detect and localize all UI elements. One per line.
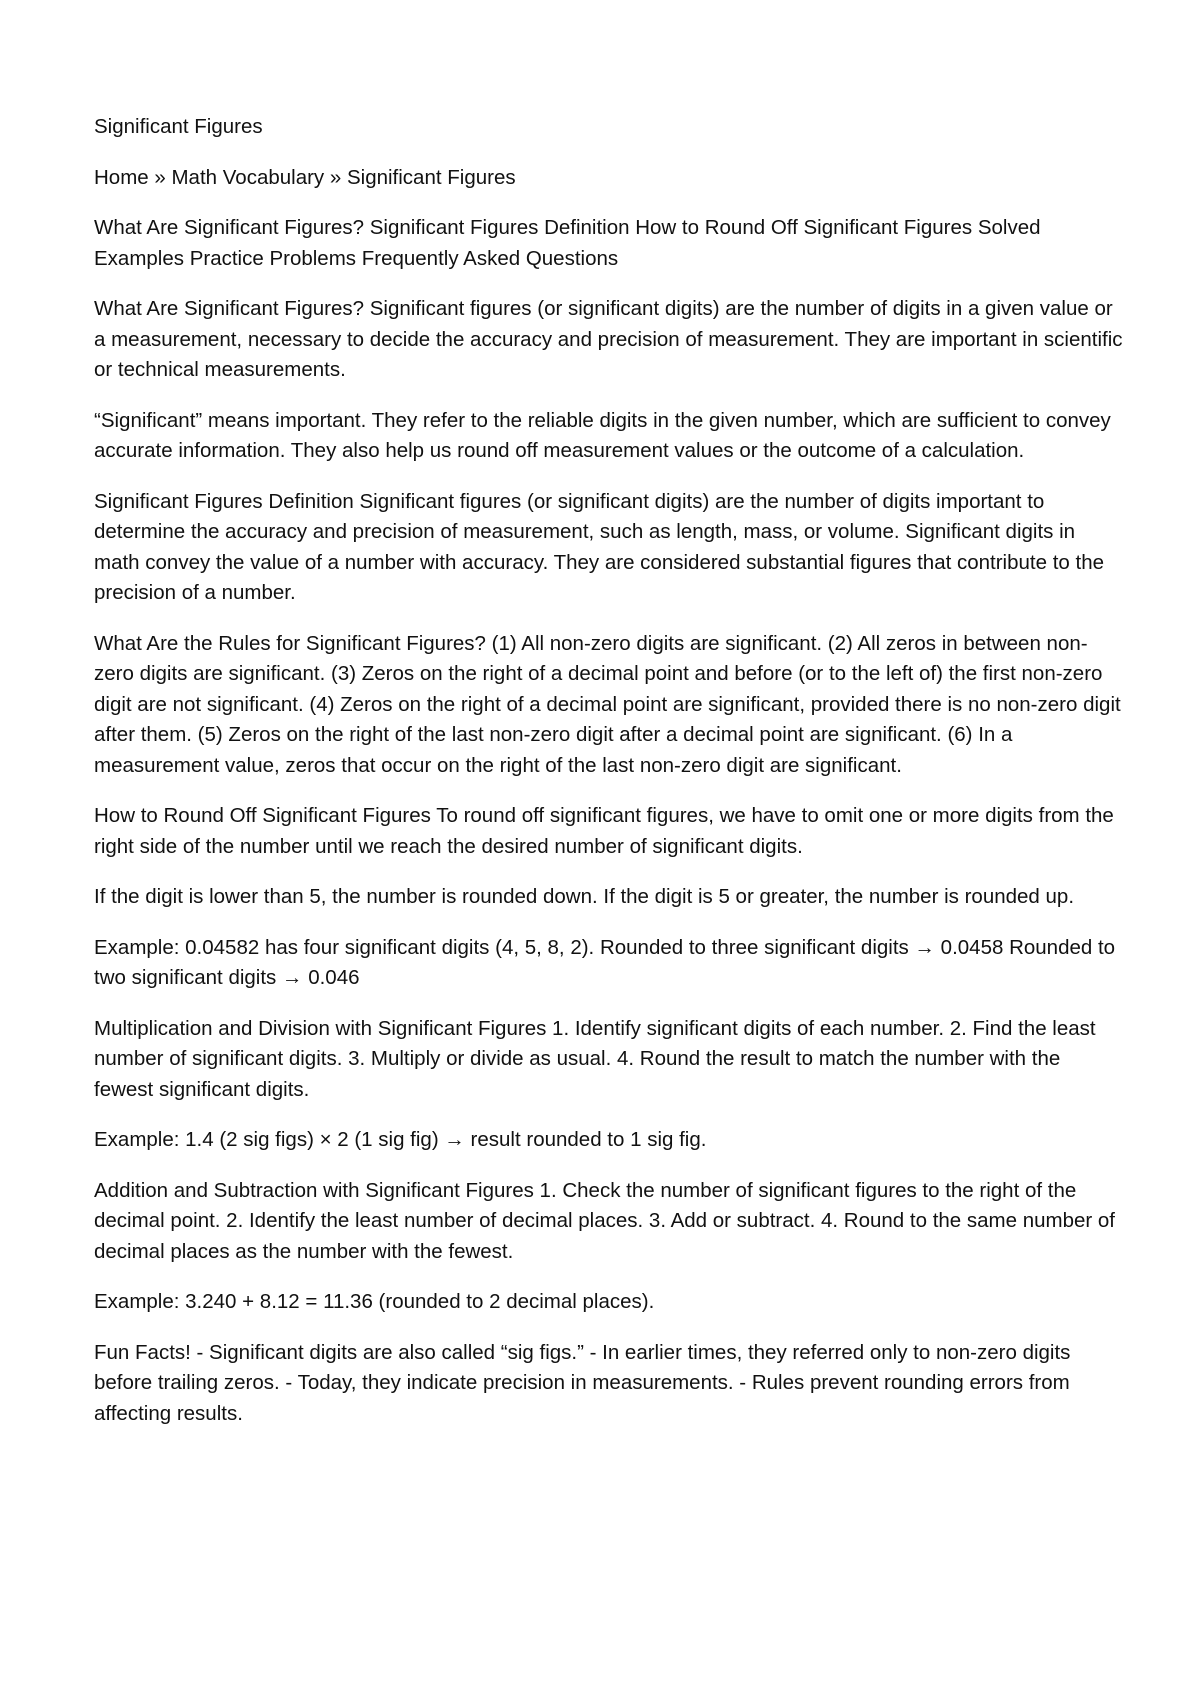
multiplication-example-paragraph: Example: 1.4 (2 sig figs) × 2 (1 sig fig) → result rounded to 1 sig fig. [94,1128,707,1151]
definition-paragraph: Significant Figures Definition Significant figures (or significant digits) are the number of digits important to determine the accuracy and precision of measurement, such as length, mass, or volume. Significant digits in math convey the value of a number with accuracy. They are considered substantial figures that contribute to the precision of a number. [94,489,1104,604]
rules-paragraph: What Are the Rules for Significant Figures? (1) All non-zero digits are significant. (2) All zeros in between non-zero digits are significant. (3) Zeros on the right of a decimal point and before (or to the left of) the first non-zero digit are not significant. (4) Zeros on the right of a decimal point are significant, provided there is no non-zero digit after them. (5) Zeros on the right of the last non-zero digit after a decimal point are significant. (6) In a measurement value, zeros that occur on the right of the last non-zero digit are significant. [94,631,1121,777]
meaning-paragraph: “Significant” means important. They refer to the reliable digits in the given number, which are sufficient to convey accurate information. They also help us round off measurement values or the outcome of a calculation. [94,408,1111,462]
addition-subtraction-paragraph: Addition and Subtraction with Significant Figures 1. Check the number of significant figures to the right of the decimal point. 2. Identify the least number of decimal places. 3. Add or subtract. 4. Round to the same number of decimal places as the number with the fewest. [94,1178,1116,1263]
document-page [94,112,1124,1449]
rounding-paragraph: How to Round Off Significant Figures To round off significant figures, we have to omit one or more digits from the right side of the number until we reach the desired number of significant digits. [94,804,1114,858]
rounding-example-paragraph: Example: 0.04582 has four significant digits (4, 5, 8, 2). Rounded to three significant digits → 0.0458 Rounded to two significant digits → 0.046 [94,935,1116,989]
rounding-rule-paragraph: If the digit is lower than 5, the number is rounded down. If the digit is 5 or greater, the number is rounded up. [94,885,1075,908]
fun-facts-paragraph: Fun Facts! - Significant digits are also called “sig figs.” - In earlier times, they referred only to non-zero digits before trailing zeros. - Today, they indicate precision in measurements. - Rules prevent rounding errors from affecting results. [94,1340,1071,1425]
multiplication-division-paragraph: Multiplication and Division with Significant Figures 1. Identify significant digits of each number. 2. Find the least number of significant digits. 3. Multiply or divide as usual. 4. Round the result to match the number with the fewest significant digits. [94,1016,1096,1101]
breadcrumb: Home » Math Vocabulary » Significant Figures [94,165,516,189]
addition-example-paragraph: Example: 3.240 + 8.12 = 11.36 (rounded to 2 decimal places). [94,1290,655,1313]
intro-paragraph: What Are Significant Figures? Significant figures (or significant digits) are the number of digits in a given value or a measurement, necessary to decide the accuracy and precision of measurement. They are important in scientific or technical measurements. [94,297,1123,381]
page-title: Significant Figures [94,115,263,138]
table-of-contents: What Are Significant Figures? Significant Figures Definition How to Round Off Significant Figures Solved Examples Practice Problems Frequently Asked Questions [94,216,1041,270]
